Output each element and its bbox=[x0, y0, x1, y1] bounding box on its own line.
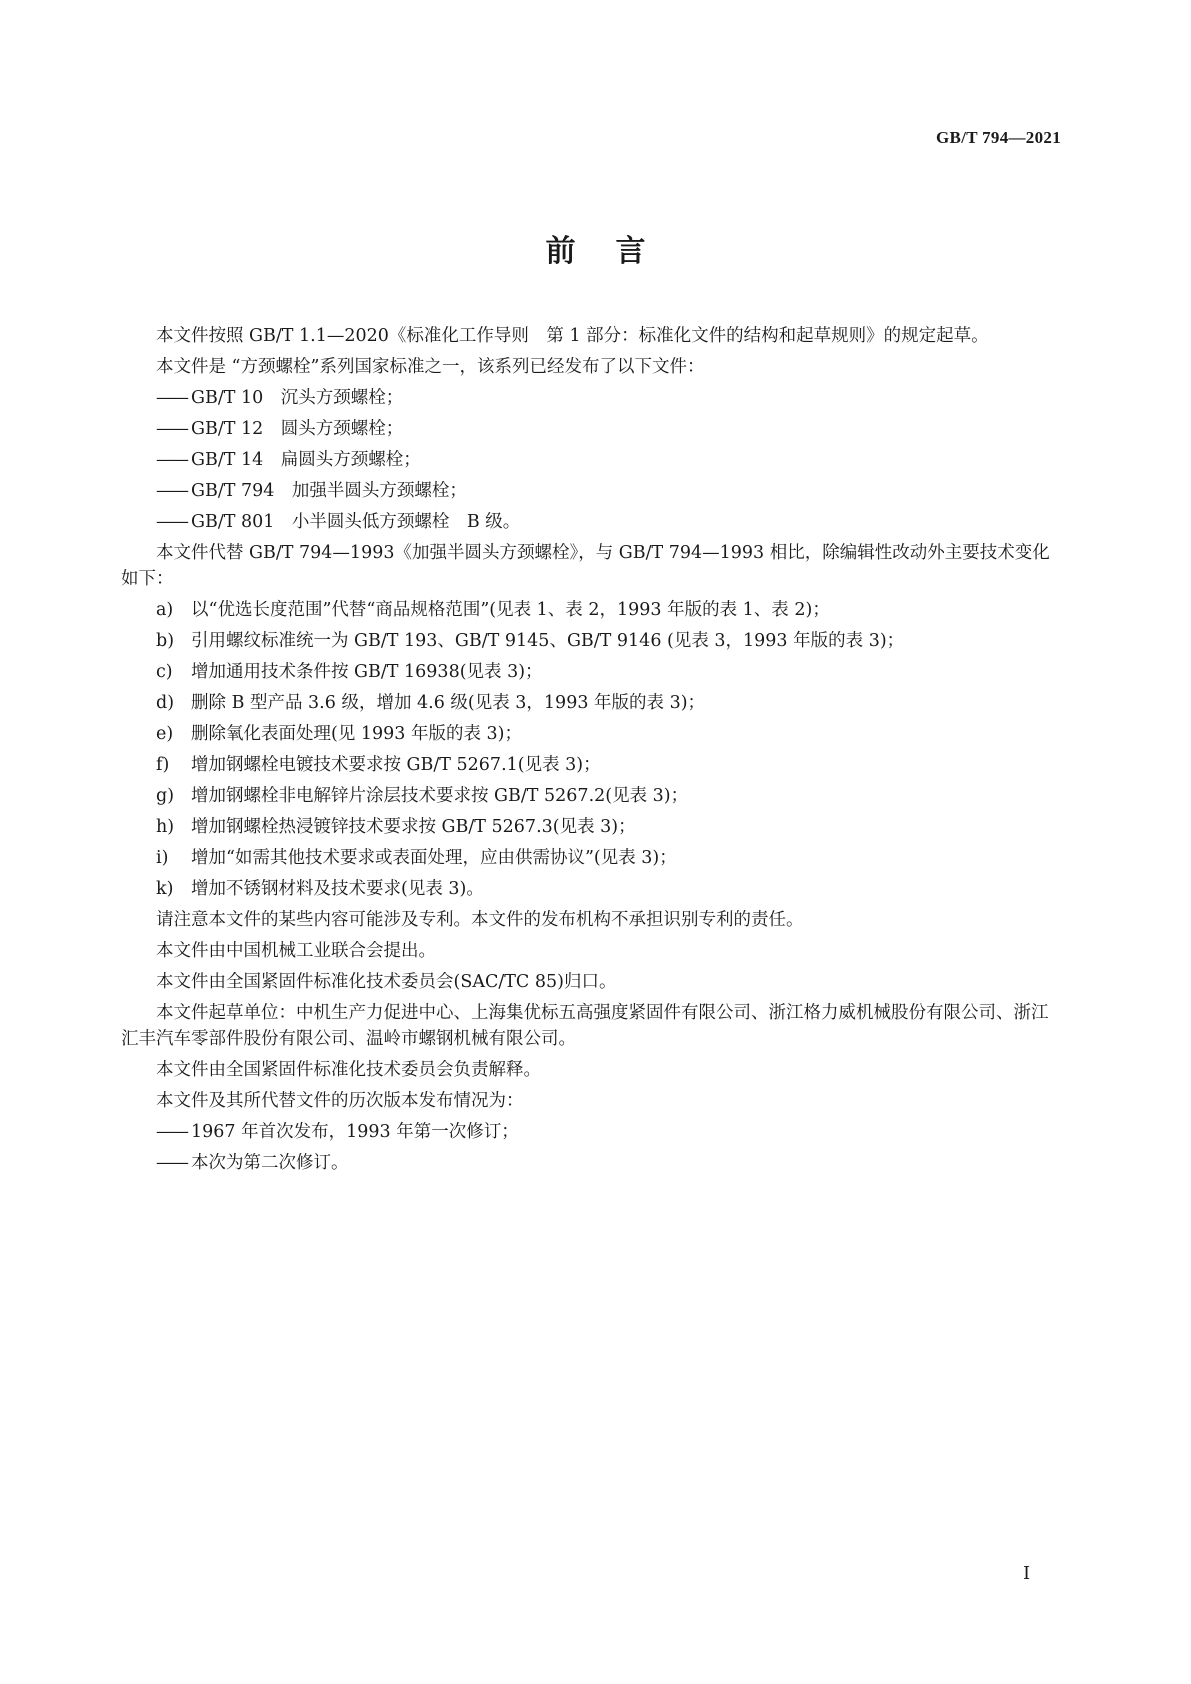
paragraph-drafting-rules: 本文件按照 GB/T 1.1—2020《标准化工作导则 第 1 部分：标准化文件的结构和起草规则》的规定起草。 bbox=[156, 326, 989, 346]
standard-code: GB/T 794—2021 bbox=[936, 128, 1061, 147]
item-text: 增加钢螺栓电镀技术要求按 GB/T 5267.1(见表 3)； bbox=[191, 755, 601, 775]
series-list-item bbox=[121, 385, 1063, 411]
item-text: 删除氧化表面处理(见 1993 年版的表 3)； bbox=[191, 724, 523, 744]
item-label: i) bbox=[156, 848, 169, 868]
paragraph-replacement: 本文件代替 GB/T 794—1993《加强半圆头方颈螺栓》，与 GB/T 794—1993 相比，除编辑性改动外主要技术变化如下： bbox=[121, 543, 1050, 589]
change-list-item bbox=[121, 752, 1063, 778]
dash-mark: —— bbox=[156, 419, 187, 439]
series-list-item bbox=[121, 416, 1063, 442]
foreword-body bbox=[121, 323, 1063, 1181]
series-list-item bbox=[121, 447, 1063, 473]
series-list-item bbox=[121, 478, 1063, 504]
item-label: b) bbox=[156, 631, 175, 651]
change-list-item bbox=[121, 845, 1063, 871]
item-label: a) bbox=[156, 600, 174, 620]
dash-mark: —— bbox=[156, 1153, 187, 1173]
item-text: 增加钢螺栓非电解锌片涂层技术要求按 GB/T 5267.2(见表 3)； bbox=[191, 786, 689, 806]
change-list-item bbox=[121, 659, 1063, 685]
item-text: 增加“如需其他技术要求或表面处理，应由供需协议”(见表 3)； bbox=[191, 848, 677, 868]
item-label: c) bbox=[156, 662, 173, 682]
item-text: 增加通用技术条件按 GB/T 16938(见表 3)； bbox=[191, 662, 543, 682]
series-item-text: GB/T 14 扁圆头方颈螺栓； bbox=[191, 450, 421, 470]
change-list-item bbox=[121, 783, 1063, 809]
page-title: 前言 bbox=[545, 234, 686, 269]
series-item-text: GB/T 794 加强半圆头方颈螺栓； bbox=[191, 481, 467, 501]
item-label: e) bbox=[156, 724, 174, 744]
dash-mark: —— bbox=[156, 388, 187, 408]
paragraph-history-intro: 本文件及其所代替文件的历次版本发布情况为： bbox=[156, 1091, 524, 1111]
item-text: 增加不锈钢材料及技术要求(见表 3)。 bbox=[191, 879, 484, 899]
item-label: d) bbox=[156, 693, 175, 713]
item-label: g) bbox=[156, 786, 175, 806]
paragraph-series-intro: 本文件是 “方颈螺栓”系列国家标准之一，该系列已经发布了以下文件： bbox=[156, 357, 705, 377]
history-item-text: 1967 年首次发布，1993 年第一次修订； bbox=[191, 1122, 519, 1142]
change-list-item bbox=[121, 597, 1063, 623]
item-label: k) bbox=[156, 879, 174, 899]
series-item-text: GB/T 12 圆头方颈螺栓； bbox=[191, 419, 404, 439]
dash-mark: —— bbox=[156, 1122, 187, 1142]
change-list-item bbox=[121, 721, 1063, 747]
item-text: 删除 B 型产品 3.6 级，增加 4.6 级(见表 3，1993 年版的表 3)； bbox=[191, 693, 706, 713]
change-list-item bbox=[121, 690, 1063, 716]
change-list-item bbox=[121, 814, 1063, 840]
item-text: 以“优选长度范围”代替“商品规格范围”(见表 1、表 2，1993 年版的表 1、表 2)； bbox=[191, 600, 830, 620]
change-list-item bbox=[121, 876, 1063, 902]
paragraph-interpretation: 本文件由全国紧固件标准化技术委员会负责解释。 bbox=[156, 1060, 541, 1080]
dash-mark: —— bbox=[156, 481, 187, 501]
history-item-text: 本次为第二次修订。 bbox=[191, 1153, 349, 1173]
item-text: 引用螺纹标准统一为 GB/T 193、GB/T 9145、GB/T 9146 (见表 3，1993 年版的表 3)； bbox=[191, 631, 905, 651]
page-number: I bbox=[1023, 1563, 1031, 1584]
history-list-item bbox=[121, 1150, 1063, 1176]
item-text: 增加钢螺栓热浸镀锌技术要求按 GB/T 5267.3(见表 3)； bbox=[191, 817, 636, 837]
series-list-item bbox=[121, 509, 1063, 535]
paragraph-proposer: 本文件由中国机械工业联合会提出。 bbox=[156, 941, 436, 961]
paragraph-drafting-units: 本文件起草单位：中机生产力促进中心、上海集优标五高强度紧固件有限公司、浙江格力威机械股份有限公司、浙江汇丰汽车零部件股份有限公司、温岭市螺钢机械有限公司。 bbox=[121, 1003, 1049, 1049]
dash-mark: —— bbox=[156, 450, 187, 470]
series-item-text: GB/T 10 沉头方颈螺栓； bbox=[191, 388, 404, 408]
paragraph-committee: 本文件由全国紧固件标准化技术委员会(SAC/TC 85)归口。 bbox=[156, 972, 617, 992]
change-list-item bbox=[121, 628, 1063, 654]
series-item-text: GB/T 801 小半圆头低方颈螺栓 B 级。 bbox=[191, 512, 521, 532]
dash-mark: —— bbox=[156, 512, 187, 532]
item-label: f) bbox=[156, 755, 170, 775]
item-label: h) bbox=[156, 817, 175, 837]
paragraph-patent-notice: 请注意本文件的某些内容可能涉及专利。本文件的发布机构不承担识别专利的责任。 bbox=[156, 910, 804, 930]
history-list-item bbox=[121, 1119, 1063, 1145]
